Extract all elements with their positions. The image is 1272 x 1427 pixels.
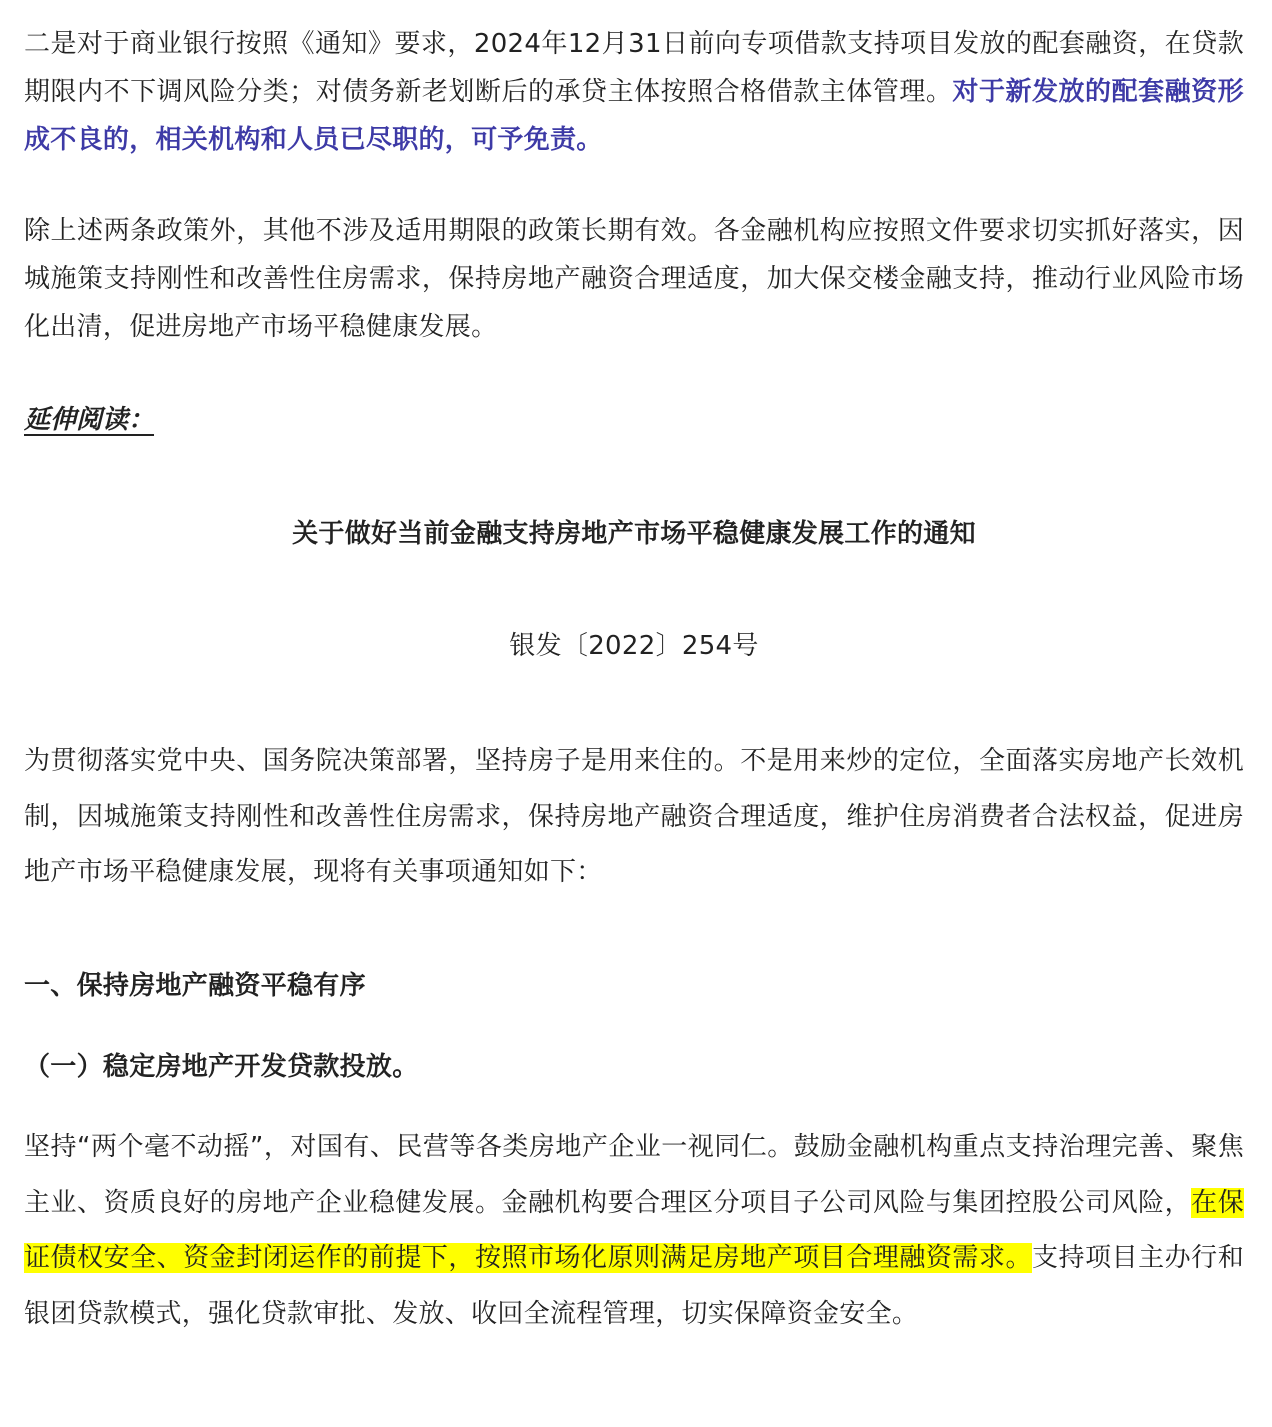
paragraph-policy-two-text: 二是对于商业银行按照《通知》要求，2024年12月31日前向专项借款支持项目发放的配套融资，在贷款期限内不下调风险分类；对债务新老划断后的承贷主体按照合格借款主体管理。 <box>24 29 1244 107</box>
section-1-heading: 一、保持房地产融资平稳有序 <box>24 971 366 1001</box>
subsection-1-body-part-1: 坚持“两个毫不动摇”，对国有、民营等各类房地产企业一视同仁。鼓励金融机构重点支持治理完善、聚焦主业、资质良好的房地产企业稳健发展。金融机构要合理区分项目子公司风险与集团控股公司风险， <box>24 1132 1244 1218</box>
subsection-1-body <box>24 1120 1244 1342</box>
exemption-emphasis: 对于新发放的配套融资形成不良的，相关机构和人员已尽职的，可予免责。 <box>24 77 1244 155</box>
subsection-1-heading: （一）稳定房地产开发贷款投放。 <box>24 1052 419 1082</box>
subsection-1-body-part-2: 支持项目主办行和银团贷款模式，强化贷款审批、发放、收回全流程管理，切实保障资金安全。 <box>24 1243 1245 1329</box>
notice-intro-text: 为贯彻落实党中央、国务院决策部署，坚持房子是用来住的。不是用来炒的定位，全面落实房地产长效机制，因城施策支持刚性和改善性住房需求，保持房地产融资合理适度，维护住房消费者合法权益，促进房地产市场平稳健康发展，现将有关事项通知如下： <box>24 746 1244 887</box>
notice-title: 关于做好当前金融支持房地产市场平稳健康发展工作的通知 <box>292 519 976 549</box>
notice-intro <box>24 734 1244 901</box>
paragraph-policy-two <box>24 20 1244 164</box>
extended-reading-label: 延伸阅读： <box>24 405 155 435</box>
extended-reading-heading <box>24 396 154 444</box>
highlighted-financing-requirement: 在保证债权安全、资金封闭运作的前提下，按照市场化原则满足房地产项目合理融资需求。 <box>24 1187 1244 1273</box>
notice-doc-number: 银发〔2022〕254号 <box>509 631 759 661</box>
paragraph-policy-validity-text: 除上述两条政策外，其他不涉及适用期限的政策长期有效。各金融机构应按照文件要求切实抓好落实，因城施策支持刚性和改善性住房需求，保持房地产融资合理适度，加大保交楼金融支持，推动行业风险市场化出清，促进房地产市场平稳健康发展。 <box>24 216 1244 342</box>
paragraph-policy-validity <box>24 207 1244 351</box>
